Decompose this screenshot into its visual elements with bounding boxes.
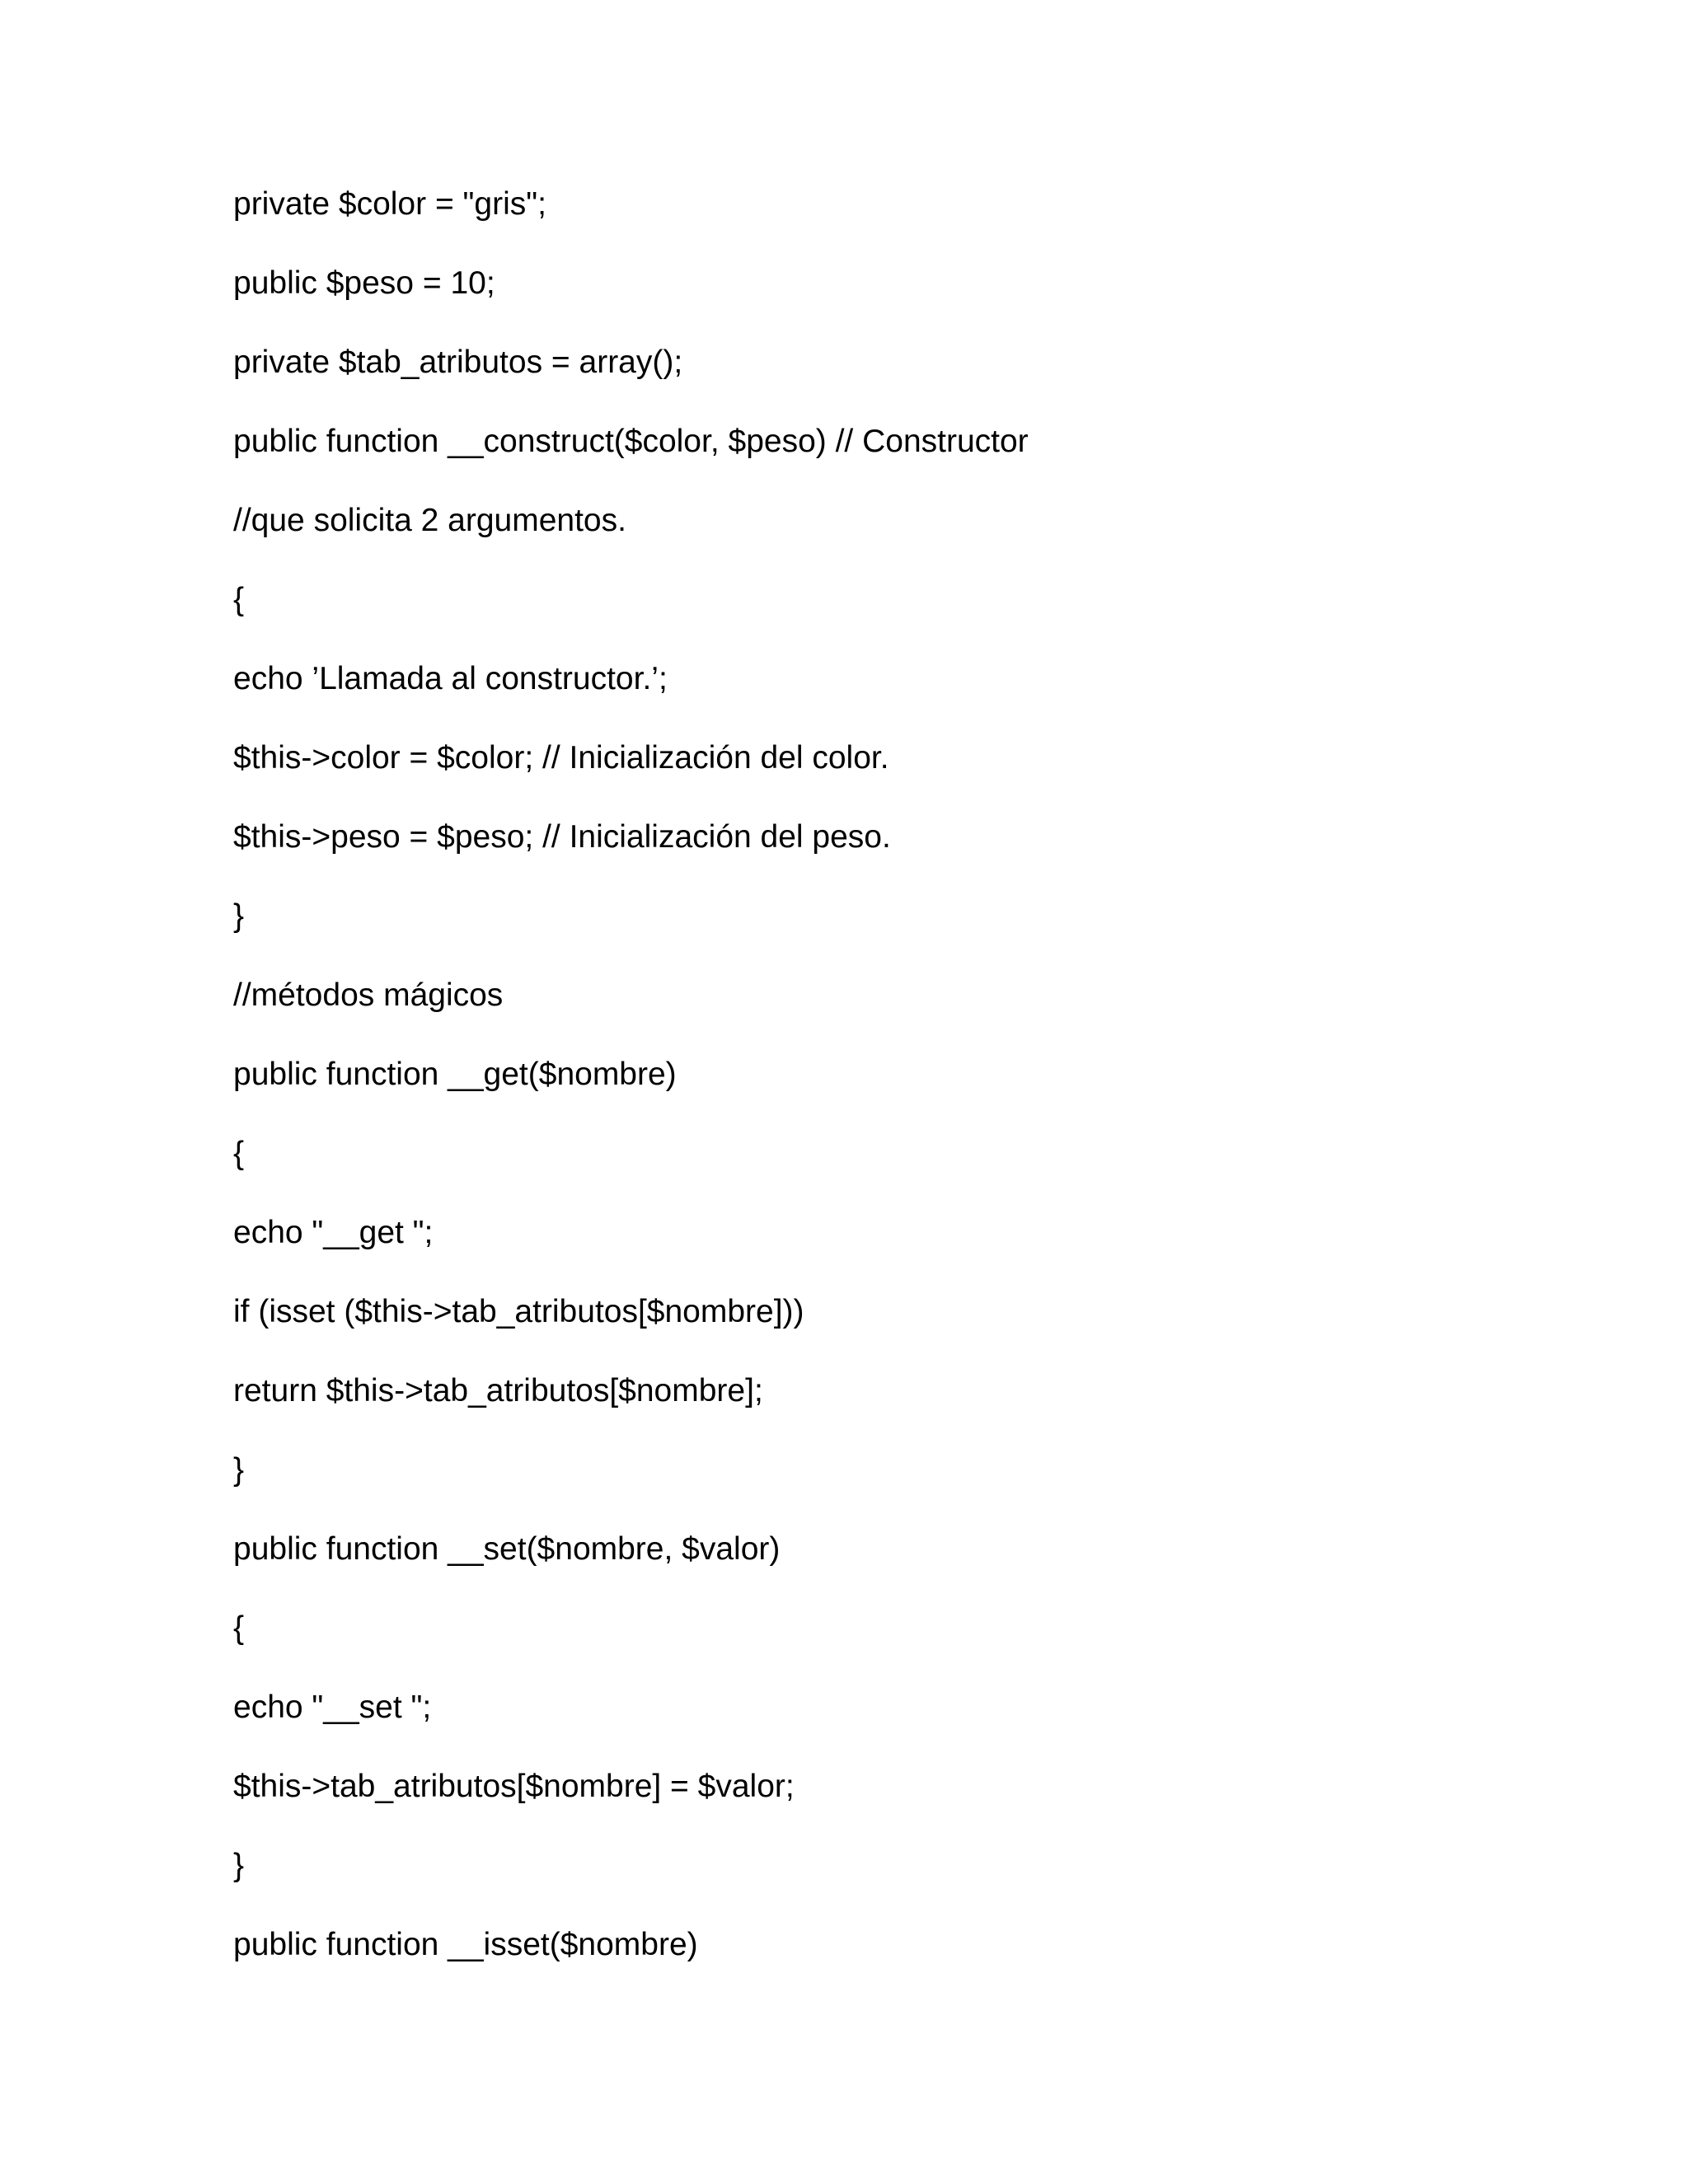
code-line: { <box>233 582 245 617</box>
code-line: } <box>233 1848 245 1883</box>
code-listing <box>233 188 1552 2008</box>
code-line: $this->color = $color; // Inicialización del color. <box>233 740 889 776</box>
code-line: { <box>233 1136 245 1171</box>
code-line: public function __get($nombre) <box>233 1057 677 1092</box>
code-line: //que solicita 2 argumentos. <box>233 503 626 538</box>
code-line: public function __set($nombre, $valor) <box>233 1531 781 1567</box>
code-line: } <box>233 898 245 934</box>
code-line: $this->tab_atributos[$nombre] = $valor; <box>233 1769 795 1804</box>
code-line: } <box>233 1452 245 1488</box>
code-line: if (isset ($this->tab_atributos[$nombre])) <box>233 1294 804 1329</box>
code-line: public $peso = 10; <box>233 265 495 301</box>
code-line: private $color = "gris"; <box>233 186 546 222</box>
code-line: echo "__get "; <box>233 1215 434 1250</box>
code-line: public function __construct($color, $peso) // Constructor <box>233 424 1029 459</box>
code-line: private $tab_atributos = array(); <box>233 344 683 380</box>
code-line: public function __isset($nombre) <box>233 1927 698 1962</box>
code-line: //métodos mágicos <box>233 977 504 1013</box>
code-line: return $this->tab_atributos[$nombre]; <box>233 1373 763 1408</box>
code-line: $this->peso = $peso; // Inicialización del peso. <box>233 819 891 855</box>
code-line: echo "__set "; <box>233 1690 432 1725</box>
code-line: { <box>233 1610 245 1646</box>
code-line: echo ’Llamada al constructor.’; <box>233 661 668 696</box>
